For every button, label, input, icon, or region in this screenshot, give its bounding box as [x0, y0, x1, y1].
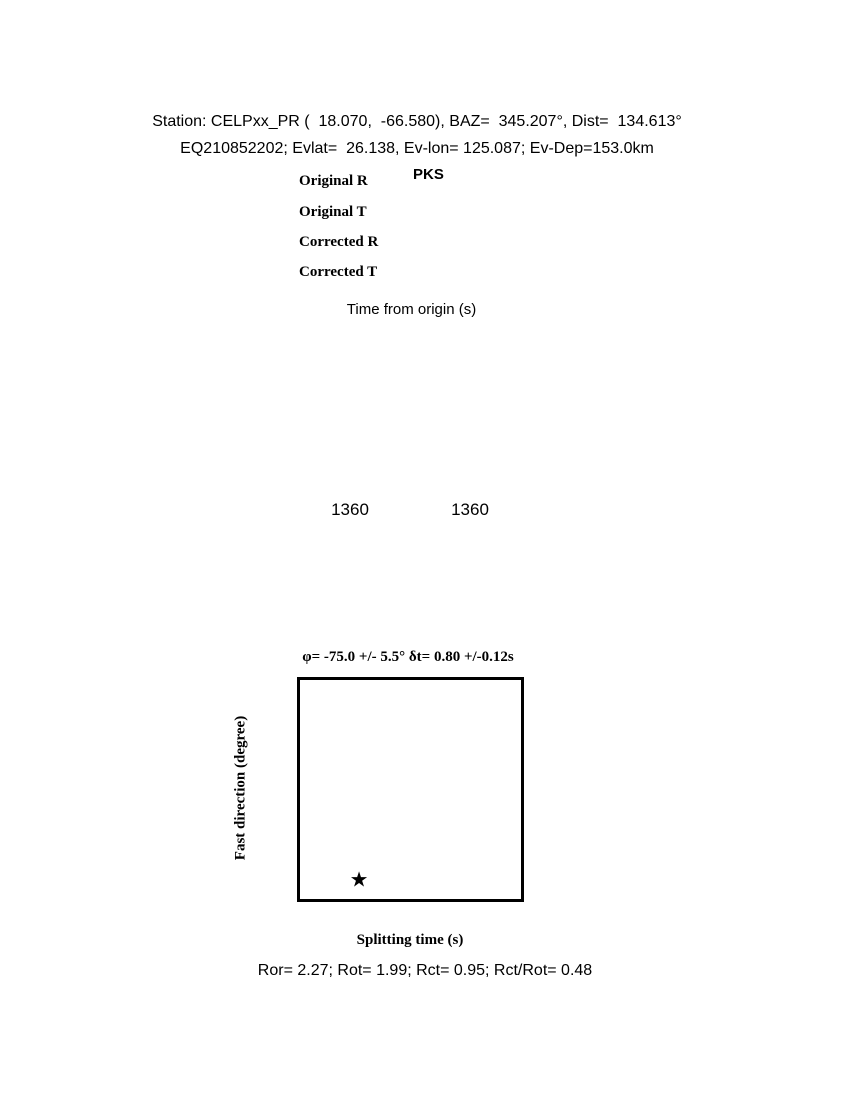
trace-label-original-r: Original R: [299, 173, 368, 189]
event-info-line: EQ210852202; Evlat= 26.138, Ev-lon= 125.087; Ev-Dep=153.0km: [180, 140, 654, 157]
best-solution-star-marker: ★: [349, 868, 369, 892]
error-surface-frame: [297, 677, 524, 902]
fast-direction-axis-title: Fast direction (degree): [232, 715, 249, 861]
time-axis: [290, 310, 535, 355]
trace-label-corrected-t: Corrected T: [299, 264, 378, 280]
error-surface-heatmap: [300, 680, 521, 899]
waveform-traces-plot: [293, 165, 530, 307]
station-info-line: Station: CELPxx_PR ( 18.070, -66.580), BAZ= 345.207°, Dist= 134.613°: [152, 113, 682, 130]
particle-motion-panels: [285, 522, 535, 634]
trace-label-corrected-r: Corrected R: [299, 234, 379, 250]
zoom-panel-tick-label: 1360: [331, 500, 369, 519]
splitting-time-axis-title: Splitting time (s): [356, 932, 464, 948]
trace-label-original-t: Original T: [299, 204, 367, 220]
zoom-panel-tick-label: 1360: [451, 500, 489, 519]
time-axis-title: Time from origin (s): [346, 301, 477, 318]
quality-metrics-line: Ror= 2.27; Rot= 1.99; Rct= 0.95; Rct/Rot= 0.48: [257, 962, 593, 979]
phase-arrival-label: PKS: [413, 166, 444, 183]
splitting-result-text: φ= -75.0 +/- 5.5° δt= 0.80 +/-0.12s: [302, 649, 514, 665]
zoom-waveform-panels: [285, 376, 535, 500]
